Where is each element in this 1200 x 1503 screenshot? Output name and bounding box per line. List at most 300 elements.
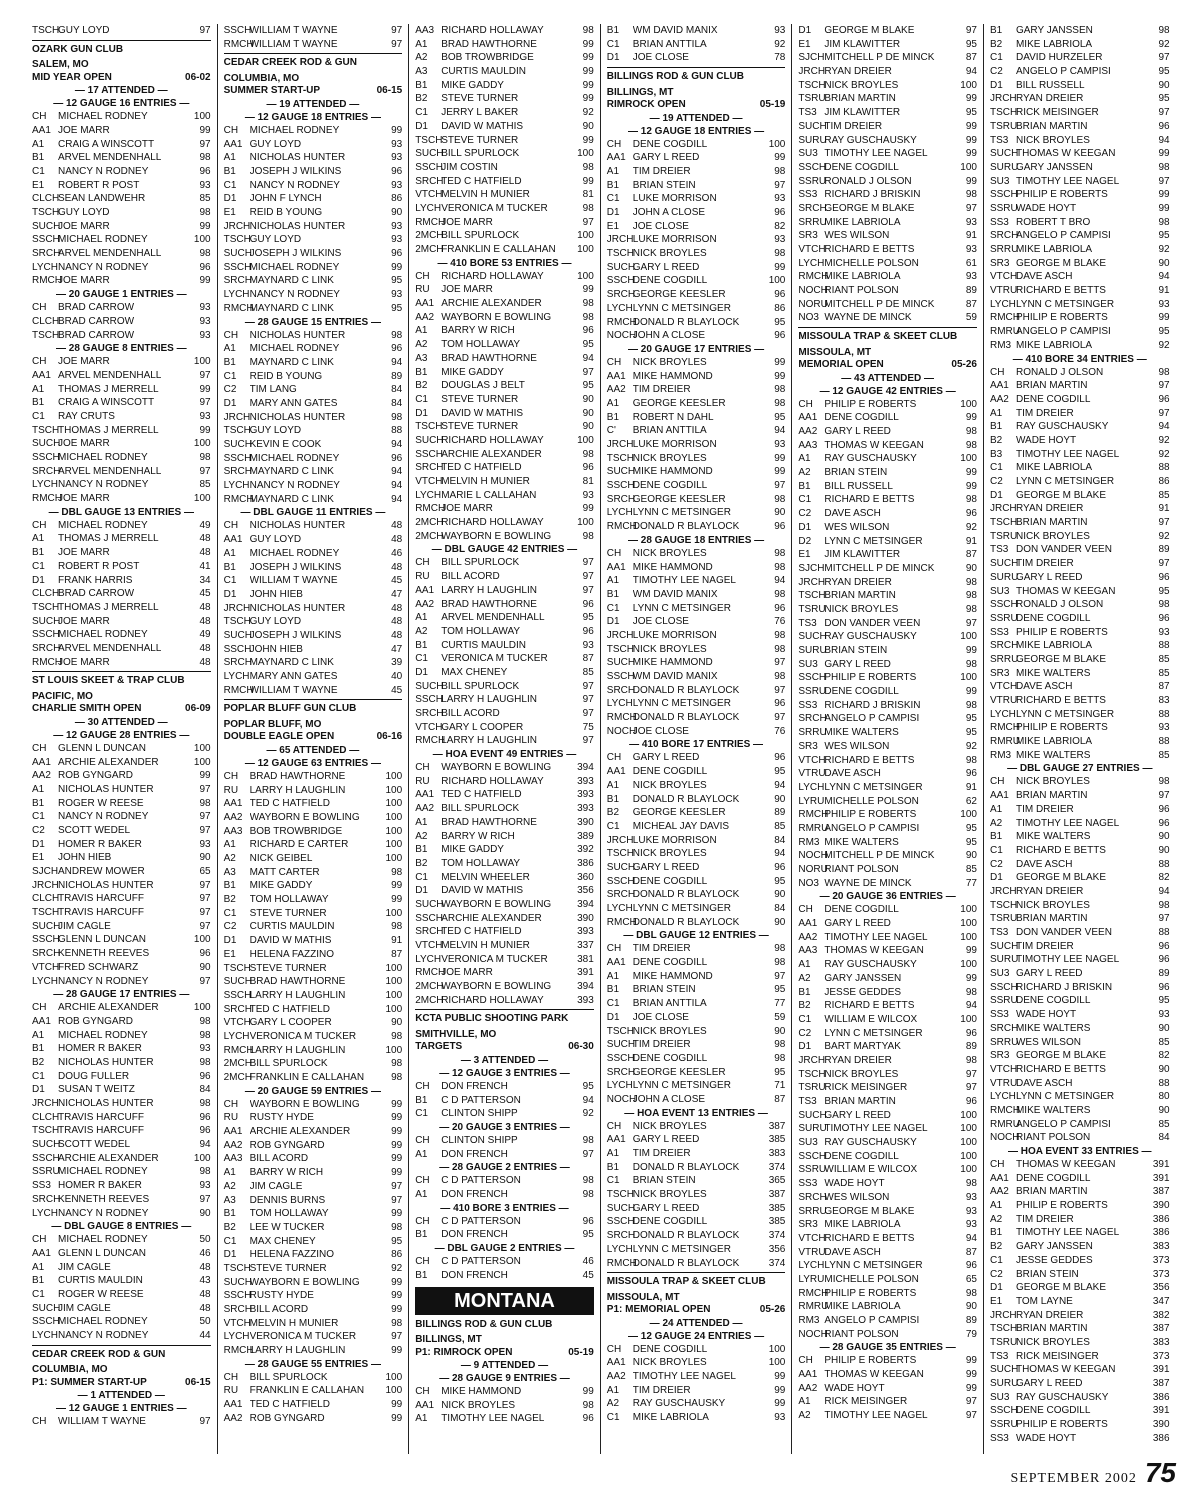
class-code: B1	[32, 797, 45, 809]
score: 97	[199, 783, 211, 795]
divider	[607, 1272, 786, 1273]
score: 100	[385, 839, 403, 851]
score: 47	[391, 588, 403, 600]
shooter-name: RICHARD E BETTS	[824, 494, 915, 506]
result-row	[798, 1368, 977, 1382]
class-code: VTRU	[989, 285, 1018, 297]
score: 85	[1158, 749, 1170, 761]
shooter-name: WAYBORN E BOWLING	[441, 530, 552, 542]
score: 98	[774, 1052, 786, 1064]
shooter-name: PHILIP E ROBERTS	[1015, 1419, 1108, 1431]
shooter-name: BRIAN MARTIN	[824, 590, 896, 602]
result-row	[32, 1097, 211, 1111]
shooter-name: ANGELO P CAMPISI	[1015, 230, 1111, 242]
score: 96	[1158, 940, 1170, 952]
result-row	[224, 934, 403, 948]
result-row	[415, 830, 594, 844]
shooter-name: JOSEPH J WILKINS	[249, 165, 342, 177]
shooter-name: WAYNE DE MINCK	[824, 877, 912, 889]
event-name: CHARLIE SMITH OPEN	[32, 703, 142, 715]
class-code: TSCH	[606, 1189, 635, 1201]
score: 97	[199, 397, 211, 409]
shooter-name: DOUGLAS J BELT	[441, 380, 525, 392]
shooter-name: TRAVIS HARCUFF	[58, 1125, 144, 1137]
result-row	[990, 147, 1170, 161]
result-row	[224, 424, 403, 438]
result-row	[224, 784, 403, 798]
class-code: SSCH	[415, 448, 443, 460]
score: 100	[385, 989, 403, 1001]
score: 95	[774, 875, 786, 887]
class-code: SUCH	[989, 148, 1019, 160]
shooter-name: DON VANDER VEEN	[824, 617, 921, 629]
result-row	[224, 1044, 403, 1058]
score: 48	[199, 1261, 211, 1273]
score: 386	[1152, 1432, 1170, 1444]
score: 98	[1158, 899, 1170, 911]
class-code: SSCH	[989, 599, 1018, 611]
shooter-name: LARRY H LAUGHLIN	[441, 584, 537, 596]
result-row	[32, 1233, 211, 1247]
class-code: AA1	[606, 370, 626, 382]
score: 95	[774, 766, 786, 778]
result-row	[990, 1295, 1170, 1309]
shooter-name: BRIAN STEIN	[824, 467, 888, 479]
class-code: D1	[798, 1041, 812, 1053]
result-row	[32, 933, 211, 947]
shooter-name: CURTIS MAULDIN	[249, 921, 335, 933]
shooter-name: WM DAVID MANIX	[632, 25, 718, 36]
class-code: CLCH	[32, 893, 60, 905]
result-row	[607, 656, 786, 670]
shooter-name: FRED SCHWARZ	[58, 961, 139, 973]
result-row	[990, 940, 1170, 954]
shooter-name: GARY JANSSEN	[1015, 161, 1093, 173]
result-row	[32, 642, 211, 656]
score: 99	[774, 1371, 786, 1383]
shooter-name: RICHARD HOLLAWAY	[441, 994, 544, 1006]
event-name: MID YEAR OPEN	[32, 71, 112, 83]
result-row	[607, 793, 786, 807]
result-row	[32, 465, 211, 479]
result-row	[798, 944, 977, 958]
attendance-line: — 19 ATTENDED —	[649, 112, 743, 124]
result-row	[415, 516, 594, 530]
result-row	[607, 643, 786, 657]
shooter-name: RYAN DREIER	[1015, 1309, 1084, 1321]
score: 100	[960, 1150, 977, 1162]
result-row	[798, 1191, 977, 1205]
class-code: SUCH	[606, 861, 636, 873]
score: 97	[774, 712, 786, 724]
class-code: SURU	[989, 571, 1019, 583]
shooter-name: DENE COGDILL	[824, 412, 899, 424]
class-code: LYCH	[415, 953, 442, 965]
shooter-name: MIKE HAMMOND	[441, 1386, 522, 1397]
shooter-name: ARVEL MENDENHALL	[58, 248, 162, 260]
result-row	[990, 1090, 1170, 1104]
score: 98	[582, 530, 594, 542]
class-code: B1	[989, 831, 1003, 843]
shooter-name: STEVE TURNER	[249, 907, 327, 919]
result-row	[990, 1268, 1170, 1282]
class-code: SSRU	[798, 1164, 827, 1176]
score: 94	[774, 425, 786, 437]
shooter-name: WADE HOYT	[1015, 202, 1077, 214]
score: 99	[582, 93, 594, 105]
result-row	[798, 1232, 977, 1246]
result-row	[415, 1148, 594, 1162]
score: 100	[193, 934, 211, 946]
score: 94	[391, 480, 403, 492]
shooter-name: ROB GYNGARD	[58, 1015, 134, 1027]
shooter-name: TOM HOLLAWAY	[249, 894, 329, 906]
score: 98	[199, 1015, 211, 1027]
score: 99	[582, 284, 594, 296]
shooter-name: WADE HOYT	[1015, 434, 1077, 446]
score: 98	[199, 797, 211, 809]
shooter-name: GEORGE M BLAKE	[1015, 257, 1106, 269]
shooter-name: TIMOTHY LEE NAGEL	[1015, 817, 1120, 829]
club-heading: SALEM, MO	[32, 59, 89, 71]
event-name: SUMMER START-UP	[223, 85, 321, 97]
result-row	[224, 1371, 403, 1385]
class-code: CH	[989, 776, 1005, 788]
shooter-name: JOHN A CLOSE	[632, 330, 706, 342]
shooter-name: ARVEL MENDENHALL	[58, 642, 162, 654]
result-row	[990, 612, 1170, 626]
score: 86	[391, 193, 403, 205]
score: 95	[774, 984, 786, 996]
score: 96	[774, 330, 786, 342]
class-code: AA1	[32, 369, 51, 381]
class-code: A1	[989, 407, 1003, 419]
score: 90	[1158, 1022, 1170, 1034]
shooter-name: GLENN L DUNCAN	[58, 1247, 146, 1259]
score: 90	[774, 793, 786, 805]
result-row	[607, 1257, 786, 1271]
score: 39	[391, 657, 403, 669]
shooter-name: BRAD CARROW	[58, 588, 135, 600]
result-row	[224, 1111, 403, 1125]
class-code: RMRU	[989, 1118, 1020, 1130]
event-date: 06-16	[376, 731, 403, 743]
class-code: B1	[32, 397, 45, 409]
class-code: B1	[798, 480, 811, 492]
result-row	[607, 725, 786, 739]
class-code: AA2	[798, 1382, 818, 1394]
score: 99	[965, 480, 977, 492]
result-row	[224, 893, 403, 907]
class-code: RMCH	[223, 1044, 254, 1056]
shooter-name: TIMOTHY LEE NAGEL	[1015, 448, 1120, 460]
score: 98	[774, 629, 786, 641]
result-row	[607, 1397, 786, 1411]
class-code: TSCH	[415, 134, 443, 146]
shooter-name: LUKE MORRISON	[632, 834, 717, 846]
score: 99	[774, 452, 786, 464]
result-row	[415, 530, 594, 544]
class-code: A1	[32, 383, 45, 395]
result-row	[415, 707, 594, 721]
score: 59	[965, 312, 977, 324]
shooter-name: JOSEPH J WILKINS	[249, 629, 342, 641]
class-code: SR3	[989, 667, 1010, 679]
result-row	[224, 1139, 403, 1153]
result-row	[990, 202, 1170, 216]
gauge-heading: — DBL GAUGE 2 ENTRIES —	[434, 1243, 575, 1255]
shooter-name: MAYNARD C LINK	[249, 493, 334, 505]
score: 88	[1158, 927, 1170, 938]
class-code: LYCH	[415, 202, 442, 214]
shooter-name: WILLIAM E WILCOX	[824, 1164, 918, 1176]
result-row	[798, 1150, 977, 1164]
result-row	[798, 1081, 977, 1095]
score: 96	[199, 165, 211, 177]
page-number: 75	[1144, 1457, 1176, 1488]
class-code: B2	[989, 38, 1003, 50]
shooter-name: TRAVIS HARCUFF	[58, 893, 144, 905]
result-row	[798, 1218, 977, 1232]
result-row	[607, 1229, 786, 1243]
shooter-name: PHILIP E ROBERTS	[824, 672, 917, 684]
score: 93	[774, 1412, 786, 1424]
shooter-name: NICK BROYLES	[1015, 899, 1090, 911]
class-code: D1	[32, 1084, 45, 1096]
result-row	[798, 658, 977, 672]
score: 94	[774, 575, 786, 587]
score: 97	[965, 1396, 977, 1408]
shooter-name: HELENA FAZZINO	[249, 948, 335, 960]
class-code: VTRU	[798, 768, 826, 780]
result-row	[990, 325, 1170, 339]
class-code: TSCH	[32, 329, 60, 341]
score: 390	[1152, 1419, 1170, 1431]
class-code: A1	[415, 612, 428, 624]
class-code: D1	[989, 79, 1003, 91]
result-row	[32, 797, 211, 811]
score: 93	[965, 1191, 977, 1203]
shooter-name: DONALD R BLAYLOCK	[632, 521, 740, 533]
result-row	[224, 629, 403, 643]
class-code: CH	[989, 1159, 1005, 1170]
result-row	[798, 630, 977, 644]
class-code: NO3	[798, 312, 819, 324]
shooter-name: ARCHIE ALEXANDER	[58, 1002, 159, 1014]
class-code: B2	[223, 1221, 236, 1233]
result-row	[415, 175, 594, 189]
result-row	[415, 420, 594, 434]
score: 94	[965, 1232, 977, 1244]
shooter-name: GEORGE M BLAKE	[824, 25, 915, 36]
class-code: CH	[223, 770, 239, 782]
score: 100	[960, 672, 977, 684]
class-code: VTCH	[415, 476, 443, 487]
score: 373	[1152, 1268, 1170, 1280]
shooter-name: TRAVIS HARCUFF	[58, 1111, 144, 1123]
class-code: AA2	[223, 1412, 243, 1424]
class-code: SS3	[798, 1178, 818, 1190]
result-row	[224, 825, 403, 839]
shooter-name: NICK BROYLES	[632, 848, 707, 860]
gauge-heading: — DBL GAUGE 12 ENTRIES —	[623, 930, 769, 942]
result-row	[415, 611, 594, 625]
result-row	[607, 1356, 786, 1370]
shooter-name: RICK MEISINGER	[1015, 1350, 1099, 1362]
score: 387	[768, 1189, 786, 1201]
class-code: TSRU	[989, 530, 1018, 542]
divider	[415, 1009, 594, 1010]
shooter-name: MICHAEL RODNEY	[58, 234, 148, 246]
score: 98	[774, 384, 786, 396]
score: 85	[1158, 653, 1170, 665]
result-row	[798, 1259, 977, 1273]
score: 87	[965, 1246, 977, 1258]
result-row	[607, 942, 786, 956]
result-row	[990, 24, 1170, 38]
shooter-name: TOM LAYNE	[1015, 1295, 1073, 1307]
score: 386	[1152, 1227, 1170, 1239]
class-code: 2MCH	[415, 981, 444, 993]
score: 98	[774, 1039, 786, 1051]
score: 99	[199, 220, 211, 232]
result-row	[607, 247, 786, 261]
class-code: E1	[223, 207, 236, 218]
state-banner: MONTANA	[415, 1287, 594, 1315]
class-code: JRCH	[606, 234, 634, 246]
result-row	[990, 1131, 1170, 1145]
shooter-name: PHILIP E ROBERTS	[1015, 312, 1108, 324]
score: 90	[199, 961, 211, 973]
shooter-name: WILLIAM T WAYNE	[249, 38, 338, 50]
score: 98	[582, 1399, 594, 1411]
score: 89	[1158, 544, 1170, 556]
shooter-name: TED C HATFIELD	[441, 462, 522, 474]
shooter-name: JOE MARR	[58, 124, 110, 136]
score: 90	[582, 407, 594, 419]
shooter-name: BRIAN MARTIN	[824, 93, 896, 105]
score: 97	[965, 202, 977, 214]
shooter-name: DENE COGDILL	[632, 875, 708, 887]
result-row	[415, 857, 594, 871]
score: 94	[1158, 421, 1170, 433]
event-heading	[607, 99, 786, 112]
shooter-name: DENNIS BURNS	[249, 1194, 326, 1206]
column-5	[792, 24, 984, 1454]
shooter-name: KEVIN E COOK	[249, 439, 322, 450]
result-row	[990, 653, 1170, 667]
result-row	[990, 1391, 1170, 1405]
shooter-name: STEVE TURNER	[441, 93, 519, 105]
score: 390	[577, 912, 594, 924]
score: 47	[391, 643, 403, 655]
score: 391	[1152, 1172, 1170, 1184]
score: 90	[582, 120, 594, 132]
score: 48	[199, 547, 211, 559]
shooter-name: NANCY N RODNEY	[249, 179, 340, 191]
result-row	[32, 1042, 211, 1056]
result-row	[224, 165, 403, 179]
shooter-name: THOMAS J MERRELL	[58, 533, 159, 545]
score: 49	[199, 519, 211, 531]
result-row	[415, 625, 594, 639]
shooter-name: JOE MARR	[58, 493, 110, 505]
result-row	[798, 65, 977, 79]
club-heading: MISSOULA TRAP & SKEET CLUB	[798, 331, 958, 343]
shooter-name: ROB GYNGARD	[58, 770, 134, 782]
result-row	[415, 24, 594, 38]
shooter-name: DENE COGDILL	[1015, 1172, 1091, 1184]
club-heading: BILLINGS ROD & GUN CLUB	[606, 71, 744, 83]
class-code: A1	[989, 1200, 1003, 1212]
class-code: JRCH	[32, 1098, 59, 1109]
class-code: B2	[32, 1056, 45, 1068]
result-row	[224, 1398, 403, 1412]
score: 96	[1158, 817, 1170, 829]
class-code: SUCH	[606, 466, 636, 478]
club-heading: MISSOULA, MT	[798, 346, 872, 358]
attendance-line: — 9 ATTENDED —	[460, 1360, 549, 1371]
score: 394	[577, 762, 594, 774]
shooter-name: LYNN C METSINGER	[632, 302, 731, 314]
result-row	[415, 584, 594, 598]
result-row	[224, 370, 403, 384]
result-row	[32, 769, 211, 783]
class-code: AA2	[223, 1139, 243, 1151]
score: 99	[199, 424, 211, 436]
shooter-name: THOMAS J MERRELL	[58, 601, 159, 613]
score: 100	[385, 798, 403, 810]
score: 100	[385, 853, 403, 864]
score: 97	[1158, 107, 1170, 119]
class-code: VTRU	[989, 695, 1018, 706]
class-code: D1	[606, 1011, 620, 1023]
class-code: A1	[798, 959, 811, 971]
class-code: E1	[798, 38, 811, 50]
result-row	[32, 1138, 211, 1152]
class-code: D1	[223, 1249, 237, 1261]
shooter-name: JOHN HIEB	[249, 643, 303, 655]
score: 98	[582, 1135, 594, 1146]
result-row	[798, 439, 977, 453]
shooter-name: DAVID W MATHIS	[249, 935, 332, 947]
score: 95	[582, 380, 594, 392]
shooter-name: CURTIS MAULDIN	[441, 639, 527, 651]
shooter-name: JESSE GEDDES	[1015, 1254, 1093, 1266]
event-date: 06-02	[185, 71, 211, 83]
score: 100	[960, 1123, 977, 1135]
shooter-name: RAY GUSCHAUSKY	[824, 134, 917, 146]
shooter-name: LYNN C METSINGER	[632, 903, 731, 914]
class-code: SJCH	[32, 866, 59, 877]
result-row	[990, 1172, 1170, 1186]
shooter-name: BRAD HAWTHORNE	[441, 38, 537, 50]
score: 97	[582, 216, 594, 228]
result-row	[990, 571, 1170, 585]
class-code: TSCH	[989, 899, 1018, 911]
shooter-name: LEE W TUCKER	[249, 1221, 325, 1233]
score: 96	[199, 1111, 211, 1123]
result-row	[990, 79, 1170, 93]
result-row	[607, 574, 786, 588]
score: 95	[965, 107, 977, 119]
shooter-name: MICHAEL RODNEY	[249, 452, 340, 464]
shooter-name: BRAD CARROW	[58, 315, 135, 327]
class-code: B1	[606, 793, 620, 805]
class-code: A1	[415, 1148, 428, 1160]
class-code: SSCH	[32, 234, 60, 246]
class-code: A1	[223, 343, 236, 355]
